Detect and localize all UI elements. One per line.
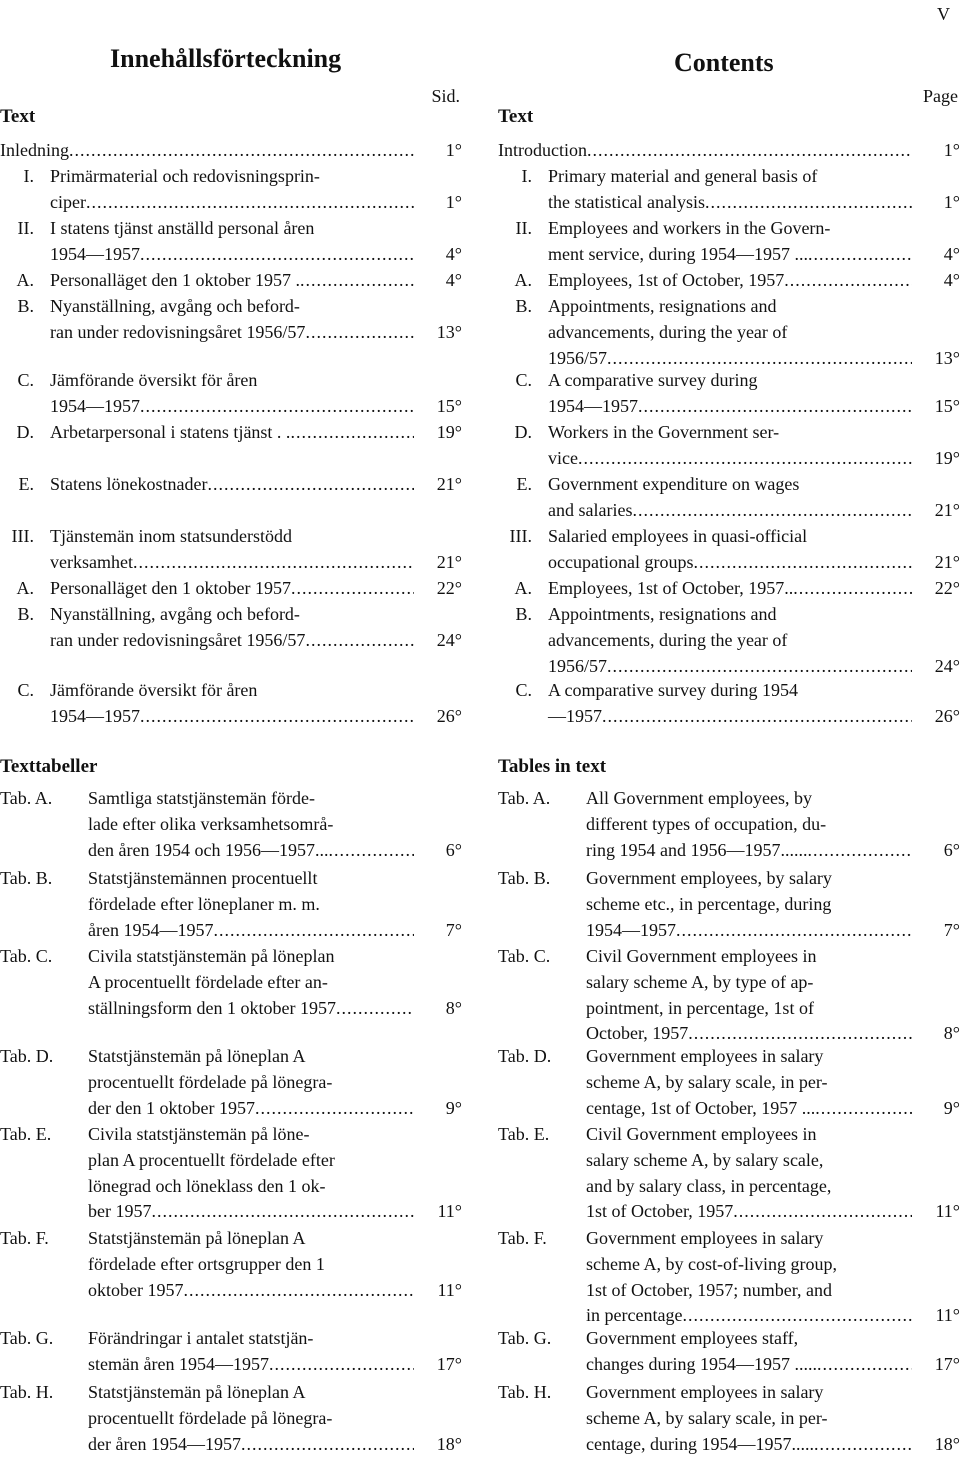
table-entry-text: changes during 1954—1957 ..... xyxy=(586,1353,817,1374)
table-entry-number: Tab. F. xyxy=(498,1228,547,1248)
table-entry-text: plan A procentuellt fördelade efter xyxy=(88,1149,335,1170)
table-entry-text: Civila statstjänstemän på löne- xyxy=(88,1124,310,1144)
table-entry-text: scheme A, by salary scale, in per- xyxy=(586,1071,828,1092)
toc-entry-item xyxy=(0,524,462,576)
toc-entry-number: E. xyxy=(18,474,34,494)
toc-entry-number: III. xyxy=(11,526,34,546)
table-entry-item xyxy=(0,866,462,943)
toc-entry-text: advancements, during the year of xyxy=(548,629,788,650)
dot-leader xyxy=(305,628,414,654)
table-entry-page: 18° xyxy=(934,1433,960,1454)
table-entry-text: October, 1957 xyxy=(586,1023,689,1044)
toc-entry-page: 22° xyxy=(934,578,960,598)
toc-entry-text: occupational groups xyxy=(548,551,694,572)
toc-entry-item xyxy=(498,368,960,420)
dot-leader xyxy=(793,576,912,602)
table-entry-number: Tab. C. xyxy=(0,946,53,966)
table-entry-number: Tab. D. xyxy=(0,1046,54,1066)
table-entry-text: salary scheme A, by salary scale, xyxy=(586,1149,824,1170)
table-entry-text: All Government employees, by xyxy=(586,788,812,808)
table-entry-text: centage, during 1954—1957..... xyxy=(586,1433,814,1454)
toc-entry-item xyxy=(498,164,960,216)
table-entry-text: lönegrad och löneklass den 1 ok- xyxy=(88,1175,326,1196)
toc-entry-page: 15° xyxy=(934,395,960,416)
toc-entry-text: Workers in the Government ser- xyxy=(548,422,780,442)
toc-entry-number: A. xyxy=(514,578,532,598)
dot-leader xyxy=(183,1278,414,1304)
dot-leader xyxy=(693,550,912,576)
toc-entry-text: Tjänstemän inom statsunderstödd xyxy=(50,526,292,546)
dot-leader xyxy=(817,1352,912,1378)
toc-entry-text: 1954—1957 xyxy=(50,395,140,416)
dot-leader xyxy=(578,446,912,472)
toc-entry-item xyxy=(0,576,462,602)
toc-entry-page: 19° xyxy=(934,447,960,468)
table-entry-text: Statstjänstemän på löneplan A xyxy=(88,1228,306,1248)
table-entry-number: Tab. B. xyxy=(498,868,551,888)
toc-entry-text: Primary material and general basis of xyxy=(548,166,818,186)
toc-entry-text: 1954—1957 xyxy=(50,705,140,726)
table-entry-number: Tab. G. xyxy=(0,1328,54,1348)
toc-entry-number: I. xyxy=(23,166,34,186)
table-entry-text: Civil Government employees in xyxy=(586,1124,817,1144)
table-entry-text: Government employees in salary xyxy=(586,1382,824,1402)
toc-entry-text: Employees, 1st of October, 1957.. xyxy=(548,578,794,598)
toc-entry-text: Employees and workers in the Govern- xyxy=(548,218,831,238)
table-entry-text: lade efter olika verksamhetsområ- xyxy=(88,813,334,834)
toc-entry-text: Personalläget den 1 oktober 1957 . xyxy=(50,270,300,290)
table-entry-text: and by salary class, in percentage, xyxy=(586,1175,832,1196)
toc-entry-number: D. xyxy=(514,422,532,442)
toc-entry-page: 15° xyxy=(436,395,462,416)
table-entry-text: Civila statstjänstemän på löneplan xyxy=(88,946,335,966)
toc-entry-page: 21° xyxy=(934,499,960,520)
table-entry-text: Government employees in salary xyxy=(586,1228,824,1248)
toc-entry-text: Inledning xyxy=(0,140,69,160)
table-entry-page: 18° xyxy=(436,1433,462,1454)
table-entry-number: Tab. D. xyxy=(498,1046,552,1066)
page-number: V xyxy=(937,4,950,24)
toc-entry-text: Government expenditure on wages xyxy=(548,474,800,494)
toc-entry-text: Salaried employees in quasi-official xyxy=(548,526,808,546)
toc-entry-text: A comparative survey during xyxy=(548,370,758,390)
toc-entry-text: Appointments, resignations and xyxy=(548,604,777,624)
table-entry-text: oktober 1957 xyxy=(88,1279,184,1300)
table-entry-text: Förändringar i antalet statstjän- xyxy=(88,1328,314,1348)
table-entry-page: 9° xyxy=(943,1097,960,1118)
toc-entry-page: 21° xyxy=(934,551,960,572)
dot-leader xyxy=(140,704,414,730)
toc-entry-item xyxy=(498,472,960,524)
table-entry-text: pointment, in percentage, 1st of xyxy=(586,997,814,1018)
dot-leader xyxy=(133,550,414,576)
toc-entry-number: A. xyxy=(16,578,34,598)
toc-entry-text: Arbetarpersonal i statens tjänst . . xyxy=(50,422,291,442)
toc-entry-number: B. xyxy=(17,296,34,316)
toc-entry-text: ment service, during 1954—1957 ... xyxy=(548,243,808,264)
table-entry-item xyxy=(0,1122,462,1225)
toc-entry-text: ciper xyxy=(50,191,86,212)
table-entry-text: Statstjänstemän på löneplan A xyxy=(88,1382,306,1402)
toc-entry-text: Primärmaterial och redovisningsprin- xyxy=(50,166,320,186)
table-entry-page: 11° xyxy=(437,1279,462,1300)
dot-leader xyxy=(602,704,912,730)
toc-entry-number: I. xyxy=(521,166,532,186)
table-entry-page: 9° xyxy=(445,1097,462,1118)
dot-leader xyxy=(305,320,414,346)
toc-entry-item xyxy=(0,420,462,446)
table-entry-item xyxy=(0,1226,462,1303)
table-entry-text: Samtliga statstjänstemän förde- xyxy=(88,788,315,808)
toc-entry-item xyxy=(0,294,462,346)
dot-leader xyxy=(213,918,414,944)
toc-entry-number: B. xyxy=(515,604,532,624)
table-entry-text: 1st of October, 1957; number, and xyxy=(586,1279,833,1300)
table-entry-text: stemän åren 1954—1957 xyxy=(88,1353,269,1374)
table-entry-item xyxy=(498,786,960,863)
dot-leader xyxy=(300,268,414,294)
table-entry-item xyxy=(498,1226,960,1329)
toc-entry-page: 26° xyxy=(934,705,960,726)
table-entry-item xyxy=(498,1326,960,1378)
table-entry-number: Tab. F. xyxy=(0,1228,49,1248)
table-entry-text: fördelade efter ortsgrupper den 1 xyxy=(88,1253,325,1274)
toc-entry-number: III. xyxy=(509,526,532,546)
toc-entry-item xyxy=(0,678,462,730)
table-entry-page: 11° xyxy=(935,1305,960,1326)
toc-entry-text: —1957 xyxy=(548,705,602,726)
dot-leader xyxy=(638,394,912,420)
toc-entry-page: 4° xyxy=(445,243,462,264)
toc-entry-item xyxy=(0,216,462,268)
toc-entry-item xyxy=(498,268,960,294)
toc-entry-item xyxy=(0,472,462,498)
toc-entry-page: 21° xyxy=(436,474,462,494)
table-entry-text: procentuellt fördelade på lönegra- xyxy=(88,1407,333,1428)
toc-entry-page: 1° xyxy=(943,191,960,212)
dot-leader xyxy=(241,1432,414,1458)
table-entry-item xyxy=(498,866,960,943)
table-entry-number: Tab. E. xyxy=(498,1124,550,1144)
toc-entry-text: I statens tjänst anställd personal åren xyxy=(50,218,315,238)
dot-leader xyxy=(587,138,912,164)
dot-leader xyxy=(291,576,414,602)
toc-entry-number: A. xyxy=(16,270,34,290)
table-entry-text: der den 1 oktober 1957 xyxy=(88,1097,255,1118)
toc-entry-number: C. xyxy=(17,370,34,390)
toc-entry-item xyxy=(0,268,462,294)
dot-leader xyxy=(269,1352,414,1378)
dot-leader xyxy=(207,472,414,498)
toc-entry-item xyxy=(0,602,462,654)
toc-entry-text: and salaries xyxy=(548,499,633,520)
toc-entry-page: 13° xyxy=(436,321,462,342)
toc-entry-page: 22° xyxy=(436,578,462,598)
table-entry-page: 7° xyxy=(943,919,960,940)
toc-entry-text: verksamhet xyxy=(50,551,133,572)
toc-entry-item xyxy=(498,678,960,730)
table-entry-text: scheme A, by cost-of-living group, xyxy=(586,1253,837,1274)
toc-entry-page: 4° xyxy=(445,270,462,290)
toc-entry-text: Introduction xyxy=(498,140,587,160)
table-entry-text: Government employees, by salary xyxy=(586,868,832,888)
toc-entry-text: Nyanställning, avgång och beford- xyxy=(50,296,300,316)
toc-title-en: Contents xyxy=(674,48,774,77)
table-entry-text: in percentage xyxy=(586,1305,683,1326)
table-entry-text: ber 1957 xyxy=(88,1201,152,1222)
toc-entry-text: 1956/57 xyxy=(548,655,608,676)
table-entry-number: Tab. G. xyxy=(498,1328,552,1348)
table-entry-text: Civil Government employees in xyxy=(586,946,817,966)
toc-entry-page: 24° xyxy=(436,629,462,650)
toc-entry-number: II. xyxy=(17,218,34,238)
toc-entry-text: Statens lönekostnader xyxy=(50,474,208,494)
toc-entry-page: 13° xyxy=(934,347,960,368)
dot-leader xyxy=(290,420,414,446)
toc-entry-text: the statistical analysis xyxy=(548,191,705,212)
toc-entry-page: 4° xyxy=(943,270,960,290)
toc-entry-page: 1° xyxy=(445,191,462,212)
toc-entry-text: vice xyxy=(548,447,578,468)
table-entry-page: 8° xyxy=(445,997,462,1018)
toc-entry-item xyxy=(0,368,462,420)
toc-entry-page: 4° xyxy=(943,243,960,264)
table-entry-number: Tab. B. xyxy=(0,868,53,888)
table-entry-text: Statstjänstemän på löneplan A xyxy=(88,1046,306,1066)
toc-entry-item xyxy=(498,602,960,679)
dot-leader xyxy=(255,1096,414,1122)
toc-entry-text: Jämförande översikt för åren xyxy=(50,370,258,390)
dot-leader xyxy=(328,838,414,864)
dot-leader xyxy=(69,138,414,164)
table-entry-text: scheme A, by salary scale, in per- xyxy=(586,1407,828,1428)
table-entry-text: ring 1954 and 1956—1957...... xyxy=(586,839,808,860)
section-heading-text-sv: Text xyxy=(0,106,36,127)
toc-entry-page: 21° xyxy=(436,551,462,572)
toc-entry-item xyxy=(498,138,960,164)
toc-entry-number: B. xyxy=(515,296,532,316)
page-column-header-en: Page xyxy=(923,86,958,106)
toc-entry-text: Jämförande översikt för åren xyxy=(50,680,258,700)
table-entry-text: Statstjänstemännen procentuellt xyxy=(88,868,318,888)
table-entry-text: 1954—1957 xyxy=(586,919,676,940)
table-entry-number: Tab. H. xyxy=(0,1382,54,1402)
dot-leader xyxy=(336,996,414,1022)
toc-entry-number: II. xyxy=(515,218,532,238)
toc-entry-text: ran under redovisningsåret 1956/57 xyxy=(50,321,306,342)
table-entry-page: 17° xyxy=(436,1353,462,1374)
toc-entry-text: advancements, during the year of xyxy=(548,321,788,342)
table-entry-number: Tab. A. xyxy=(498,788,551,808)
dot-leader xyxy=(733,1199,912,1225)
toc-entry-text: Appointments, resignations and xyxy=(548,296,777,316)
toc-entry-item xyxy=(498,216,960,268)
toc-entry-number: B. xyxy=(17,604,34,624)
table-entry-page: 6° xyxy=(943,839,960,860)
table-entry-item xyxy=(498,944,960,1047)
table-entry-page: 17° xyxy=(934,1353,960,1374)
table-entry-text: procentuellt fördelade på lönegra- xyxy=(88,1071,333,1092)
section-heading-tables-en: Tables in text xyxy=(498,756,607,777)
table-entry-text: Government employees in salary xyxy=(586,1046,824,1066)
dot-leader xyxy=(151,1199,414,1225)
table-entry-text: different types of occupation, du- xyxy=(586,813,827,834)
toc-entry-page: 24° xyxy=(934,655,960,676)
table-entry-page: 8° xyxy=(943,1023,960,1044)
table-entry-number: Tab. C. xyxy=(498,946,551,966)
section-heading-tables-sv: Texttabeller xyxy=(0,756,98,777)
table-entry-item xyxy=(0,786,462,863)
toc-entry-number: A. xyxy=(514,270,532,290)
dot-leader xyxy=(808,242,912,268)
toc-entry-item xyxy=(0,164,462,216)
table-entry-number: Tab. H. xyxy=(498,1382,552,1402)
table-entry-page: 6° xyxy=(445,839,462,860)
table-entry-text: åren 1954—1957 xyxy=(88,919,214,940)
toc-entry-text: Employees, 1st of October, 1957 xyxy=(548,270,785,290)
dot-leader xyxy=(140,394,414,420)
toc-entry-item xyxy=(498,420,960,472)
table-entry-item xyxy=(498,1044,960,1121)
dot-leader xyxy=(86,190,414,216)
table-entry-text: der åren 1954—1957 xyxy=(88,1433,241,1454)
table-entry-text: ställningsform den 1 oktober 1957 xyxy=(88,997,336,1018)
table-entry-item xyxy=(0,1380,462,1457)
toc-entry-number: D. xyxy=(16,422,34,442)
table-entry-item xyxy=(0,1326,462,1378)
table-entry-text: centage, 1st of October, 1957 ... xyxy=(586,1097,816,1118)
table-entry-item xyxy=(0,1044,462,1121)
toc-entry-text: Nyanställning, avgång och beford- xyxy=(50,604,300,624)
table-entry-item xyxy=(498,1122,960,1225)
toc-entry-number: E. xyxy=(516,474,532,494)
dot-leader xyxy=(632,498,912,524)
toc-entry-text: Personalläget den 1 oktober 1957 xyxy=(50,578,291,598)
toc-entry-item xyxy=(0,138,462,164)
dot-leader xyxy=(807,838,912,864)
table-entry-number: Tab. E. xyxy=(0,1124,52,1144)
toc-entry-text: 1956/57 xyxy=(548,347,608,368)
toc-entry-item xyxy=(498,576,960,602)
dot-leader xyxy=(607,654,912,680)
table-entry-page: 7° xyxy=(445,919,462,940)
toc-entry-item xyxy=(498,524,960,576)
dot-leader xyxy=(676,918,912,944)
toc-entry-text: A comparative survey during 1954 xyxy=(548,680,798,700)
toc-entry-page: 26° xyxy=(436,705,462,726)
toc-entry-text: ran under redovisningsåret 1956/57 xyxy=(50,629,306,650)
toc-entry-number: C. xyxy=(17,680,34,700)
section-heading-text-en: Text xyxy=(498,106,534,127)
toc-entry-page: 1° xyxy=(445,140,462,160)
toc-entry-text: 1954—1957 xyxy=(548,395,638,416)
toc-entry-number: C. xyxy=(515,370,532,390)
table-entry-text: salary scheme A, by type of ap- xyxy=(586,971,814,992)
table-entry-number: Tab. A. xyxy=(0,788,53,808)
dot-leader xyxy=(815,1096,912,1122)
table-entry-text: fördelade efter löneplaner m. m. xyxy=(88,893,320,914)
toc-entry-text: 1954—1957 xyxy=(50,243,140,264)
page-column-header-sv: Sid. xyxy=(431,86,460,106)
toc-entry-page: 1° xyxy=(943,140,960,160)
dot-leader xyxy=(814,1432,912,1458)
toc-entry-item xyxy=(498,294,960,371)
table-entry-text: A procentuellt fördelade efter an- xyxy=(88,971,328,992)
table-entry-page: 11° xyxy=(437,1201,462,1222)
table-entry-item xyxy=(498,1380,960,1457)
table-entry-text: scheme etc., in percentage, during xyxy=(586,893,832,914)
dot-leader xyxy=(784,268,912,294)
toc-entry-number: C. xyxy=(515,680,532,700)
dot-leader xyxy=(140,242,414,268)
table-entry-text: Government employees staff, xyxy=(586,1328,799,1348)
toc-entry-page: 19° xyxy=(436,422,462,442)
table-entry-text: den åren 1954 och 1956—1957... xyxy=(88,839,329,860)
dot-leader xyxy=(705,190,912,216)
table-entry-page: 11° xyxy=(935,1201,960,1222)
table-entry-text: 1st of October, 1957 xyxy=(586,1201,734,1222)
table-entry-item xyxy=(0,944,462,1021)
toc-title-sv: Innehållsförteckning xyxy=(110,44,342,73)
